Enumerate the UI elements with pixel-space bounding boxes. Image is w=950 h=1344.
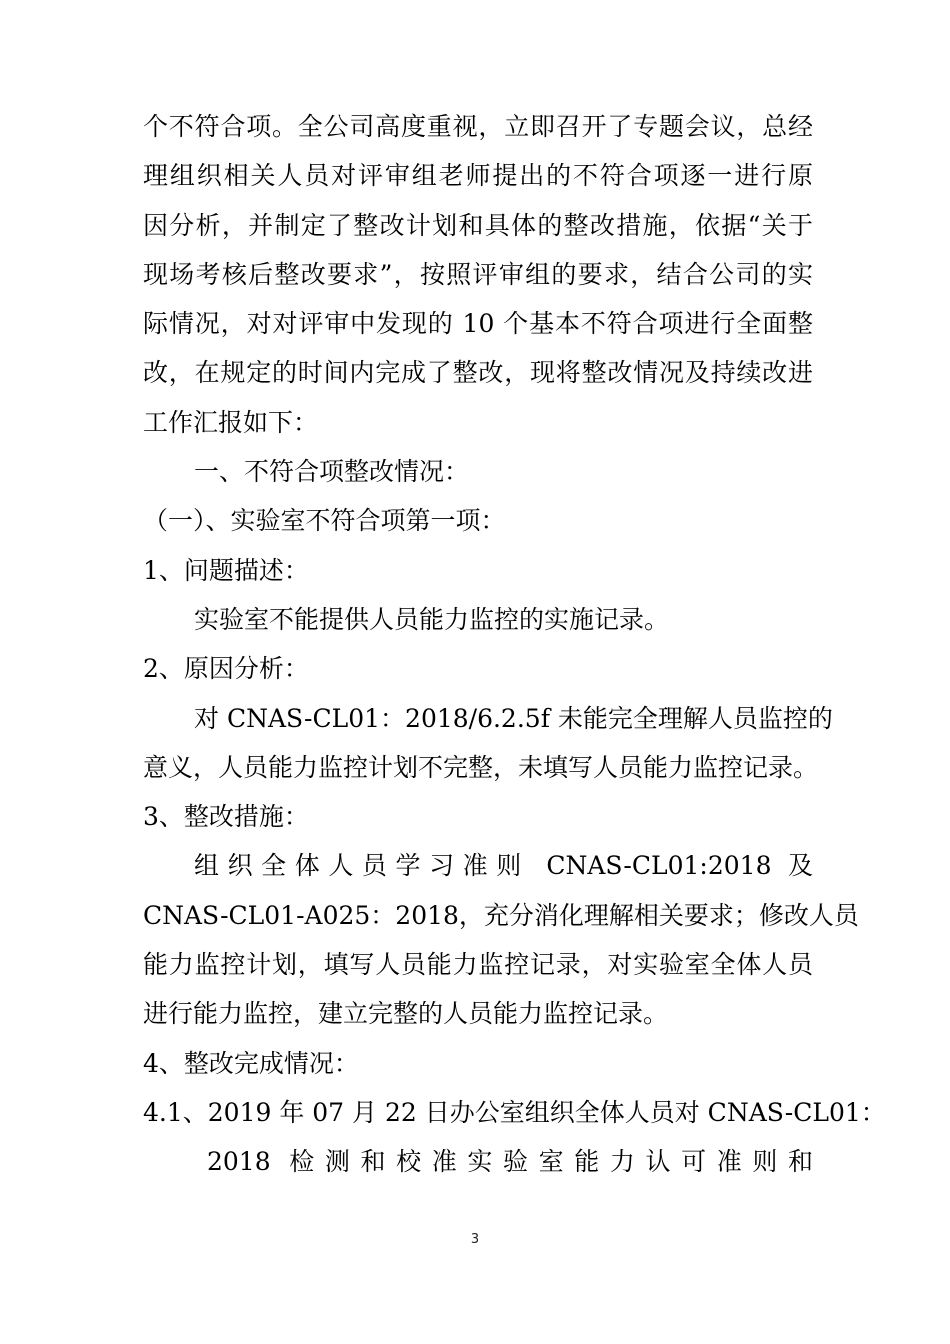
paragraph-line: 意义，人员能力监控计划不完整，未填写人员能力监控记录。 bbox=[143, 752, 819, 782]
item-heading: 2、原因分析： bbox=[143, 654, 309, 684]
paragraph-line: 实验室不能提供人员能力监控的实施记录。 bbox=[194, 604, 670, 634]
paragraph-line: 2018 检测和校准实验室能力认可准则和 bbox=[207, 1147, 813, 1177]
paragraph-line: 组织全体人员学习准则 CNAS-CL01:2018 及 bbox=[194, 851, 813, 881]
paragraph-line: 改，在规定的时间内完成了整改，现将整改情况及持续改进 bbox=[143, 358, 813, 388]
paragraph-line: 因分析，并制定了整改计划和具体的整改措施，依据“关于 bbox=[143, 210, 813, 240]
subsection-heading: （一）、实验室不符合项第一项： bbox=[143, 506, 506, 536]
paragraph-line: 现场考核后整改要求”，按照评审组的要求，结合公司的实 bbox=[143, 259, 813, 289]
paragraph-line: CNAS-CL01-A025：2018，充分消化理解相关要求；修改人员 bbox=[143, 900, 859, 930]
paragraph-line: 工作汇报如下： bbox=[143, 407, 319, 437]
paragraph-line: 4.1、2019 年 07 月 22 日办公室组织全体人员对 CNAS-CL01： bbox=[143, 1097, 886, 1127]
paragraph-line: 进行能力监控，建立完整的人员能力监控记录。 bbox=[143, 999, 669, 1029]
paragraph-line: 对 CNAS-CL01：2018/6.2.5f 未能完全理解人员监控的 bbox=[194, 703, 833, 733]
item-heading: 1、问题描述： bbox=[143, 555, 309, 585]
section-heading: 一、不符合项整改情况： bbox=[194, 457, 470, 487]
paragraph-line: 能力监控计划，填写人员能力监控记录，对实验室全体人员 bbox=[143, 950, 813, 980]
page-number: 3 bbox=[470, 1232, 480, 1247]
paragraph-line: 际情况，对对评审中发现的 10 个基本不符合项进行全面整 bbox=[143, 309, 813, 339]
item-heading: 3、整改措施： bbox=[143, 802, 309, 832]
paragraph-line: 理组织相关人员对评审组老师提出的不符合项逐一进行原 bbox=[143, 161, 813, 191]
item-heading: 4、整改完成情况： bbox=[143, 1048, 359, 1078]
document-body bbox=[143, 102, 886, 1187]
paragraph-line: 个不符合项。全公司高度重视，立即召开了专题会议，总经 bbox=[143, 112, 813, 141]
